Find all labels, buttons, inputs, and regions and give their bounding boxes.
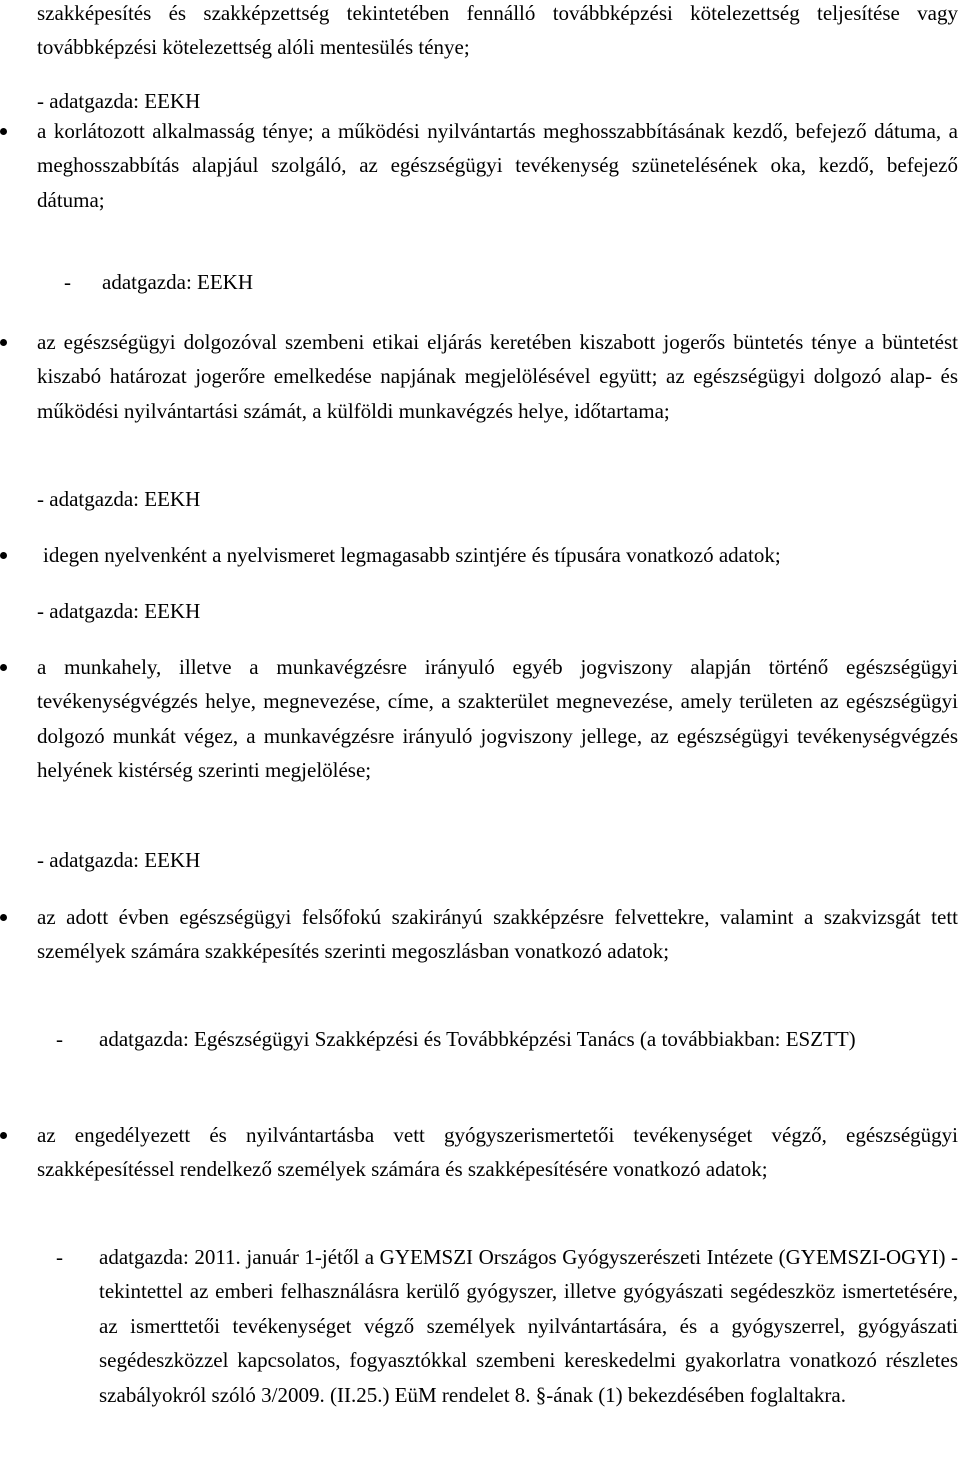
item3-provider: - adatgazda: EEKH (37, 599, 201, 623)
item1-provider (64, 265, 958, 299)
item2-paragraph: az egészségügyi dolgozóval szembeni etikai eljárás keretében kiszabott jogerős büntetés ténye a büntetést kiszabó határozat jogerőre emelkedése napjának megjelölésével együtt; az egészségügyi dolgozó alap- és működési nyilvántartási számát, a külföldi munkavégzés helye, időtartama; (37, 330, 958, 423)
item1-provider-text: adatgazda: EEKH (102, 270, 254, 294)
dash: - (64, 270, 71, 294)
bullet-icon (0, 914, 7, 921)
dash: - (56, 1027, 63, 1051)
item3-paragraph: idegen nyelvenként a nyelvismeret legmagasabb szintjére és típusára vonatkozó adatok; (43, 543, 781, 567)
item5-provider-text: adatgazda: Egészségügyi Szakképzési és Továbbképzési Tanács (a továbbiakban: ESZTT) (99, 1027, 856, 1051)
item6-provider (56, 1240, 958, 1412)
dash: - (56, 1245, 63, 1269)
bullet-icon (0, 552, 7, 559)
bullet-icon (0, 1132, 7, 1139)
intro-provider: - adatgazda: EEKH (37, 89, 201, 113)
item6-paragraph: az engedélyezett és nyilvántartásba vett gyógyszerismertetői tevékenységet végző, egészségügyi szakképesítéssel rendelkező személyek számára és szakképesítésére vonatkozó adatok; (37, 1123, 958, 1182)
item5-paragraph: az adott évben egészségügyi felsőfokú szakirányú szakképzésre felvettekre, valamint a szakvizsgát tett személyek számára szakképesítés szerinti megoszlásban vonatkozó adatok; (37, 905, 958, 964)
item4-provider: - adatgazda: EEKH (37, 848, 201, 872)
item6-provider-text: adatgazda: 2011. január 1-jétől a GYEMSZI Országos Gyógyszerészeti Intézete (GYEMSZI-OGYI) - tekintettel az emberi felhasználásra kerülő gyógyszer, illetve gyógyászati segédeszköz ismertetésére, az ismerttetői tevékenységet végző személyek nyilvántartására, és a gyógyszerrel, gyógyászati segédeszközzel kapcsolatos, fogyasztókkal szembeni kereskedelmi gyakorlatra vonatkozó részletes szabályokról szóló 3/2009. (II.25.) EüM rendelet 8. §-ának (1) bekezdésében foglaltakra. (99, 1245, 958, 1407)
intro-paragraph: szakképesítés és szakképzettség tekintetében fennálló továbbképzési kötelezettség teljesítése vagy továbbképzési kötelezettség alóli mentesülés ténye; (37, 1, 958, 60)
item2-provider: - adatgazda: EEKH (37, 487, 201, 511)
bullet-icon (0, 664, 7, 671)
bullet-icon (0, 128, 7, 135)
item5-provider (56, 1022, 958, 1056)
item1-paragraph: a korlátozott alkalmasság ténye; a működési nyilvántartás meghosszabbításának kezdő, befejező dátuma, a meghosszabbítás alapjául szolgáló, az egészségügyi tevékenység szünetelésének oka, kezdő, befejező dátuma; (37, 119, 958, 212)
item4-paragraph: a munkahely, illetve a munkavégzésre irányuló egyéb jogviszony alapján történő egészségügyi tevékenységvégzés helye, megnevezése, címe, a szakterület megnevezése, amely területen az egészségügyi dolgozó munkát végez, a munkavégzésre irányuló jogviszony jellege, az egészségügyi tevékenységvégzés helyének kistérség szerinti megjelölése; (37, 655, 958, 783)
bullet-icon (0, 339, 7, 346)
